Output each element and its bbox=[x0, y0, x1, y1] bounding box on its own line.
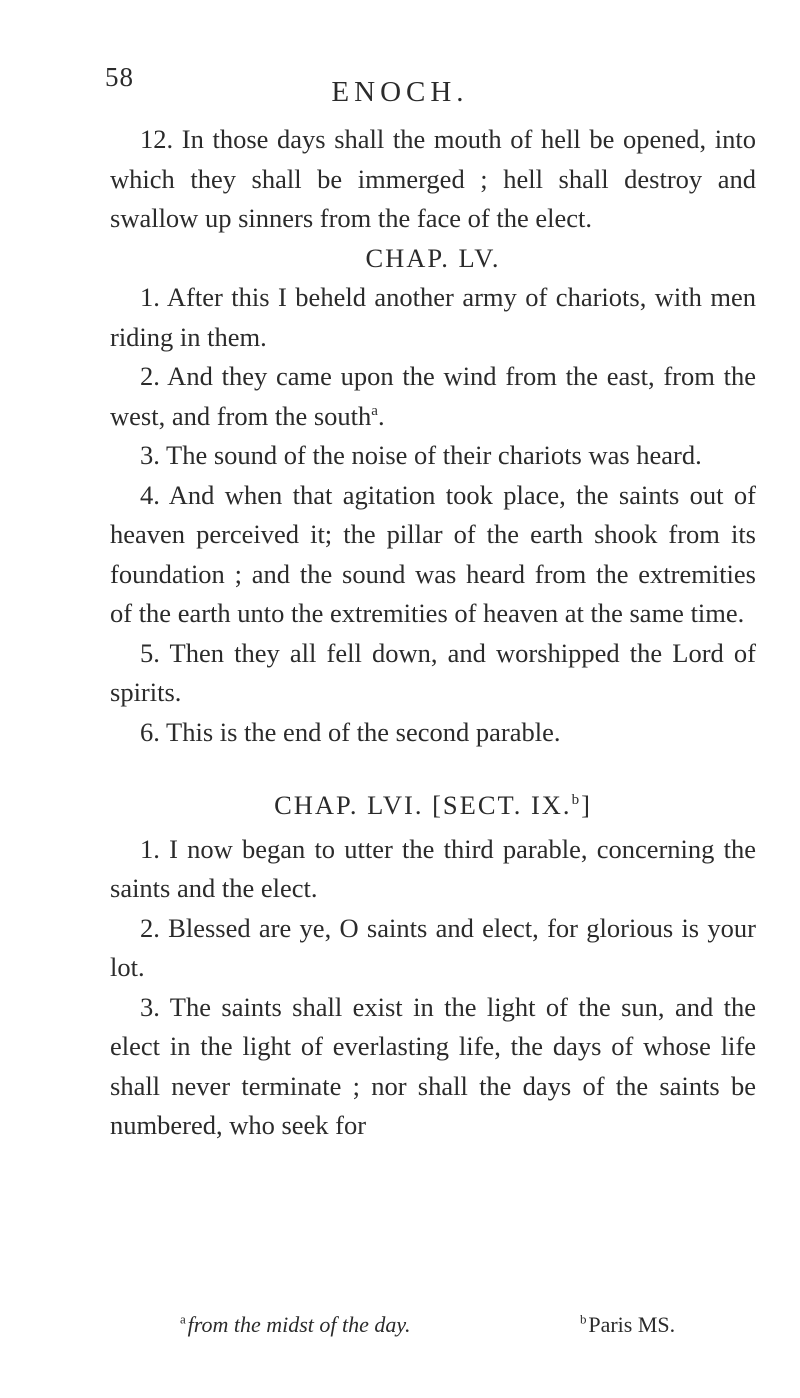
footnote-ref-a: a bbox=[371, 402, 378, 419]
verse-55-2-end: . bbox=[377, 400, 385, 431]
chapter-heading-56-text: CHAP. LVI. [SECT. IX. bbox=[274, 790, 572, 820]
footnote-a bbox=[180, 1312, 410, 1338]
running-title: ENOCH. bbox=[331, 76, 469, 108]
footnotes bbox=[180, 1312, 760, 1342]
page-number: 58 bbox=[105, 62, 134, 92]
verse-55-2 bbox=[110, 357, 756, 436]
footnote-b-mark: b bbox=[580, 1311, 587, 1327]
verse-56-1: 1. I now began to utter the third parable, concerning the saints and the elect. bbox=[110, 833, 756, 903]
verse-56-2: 2. Blessed are ye, O saints and elect, for glorious is your lot. bbox=[110, 912, 756, 982]
chapter-heading-55: CHAP. LV. bbox=[365, 242, 501, 273]
body-text bbox=[110, 120, 756, 1146]
verse-55-3: 3. The sound of the noise of their chariots was heard. bbox=[140, 440, 702, 470]
footnote-b-text: Paris MS. bbox=[588, 1312, 676, 1337]
verse-55-4: 4. And when that agitation took place, the saints out of heaven perceived it; the pillar of the earth shook from its foundation ; and the sound was heard from the extremities of the earth unto the extremities of heaven at the same time. bbox=[110, 479, 756, 628]
verse-55-2-text: 2. And they came upon the wind from the east, from the west, and from the south bbox=[110, 361, 756, 431]
footnote-b bbox=[580, 1312, 675, 1338]
footnote-a-mark: a bbox=[180, 1311, 186, 1327]
verse-55-5: 5. Then they all fell down, and worshipped the Lord of spirits. bbox=[110, 637, 756, 707]
verse-55-6: 6. This is the end of the second parable. bbox=[140, 716, 561, 747]
verse-54-12: 12. In those days shall the mouth of hell be opened, into which they shall be immerged ; hell shall destroy and swallow up sinners from the face of the elect. bbox=[110, 124, 756, 233]
running-head bbox=[0, 62, 800, 108]
footnote-a-text: from the midst of the day. bbox=[187, 1312, 411, 1337]
chapter-heading-56 bbox=[110, 786, 756, 826]
footnote-ref-b: b bbox=[571, 792, 582, 809]
chapter-heading-56-end: ] bbox=[581, 790, 592, 820]
verse-56-3: 3. The saints shall exist in the light of the sun, and the elect in the light of everlasting life, the days of whose life shall never terminate ; nor shall the days of the saints be numbered, who seek for bbox=[110, 991, 756, 1140]
verse-55-1: 1. After this I beheld another army of chariots, with men riding in them. bbox=[110, 282, 756, 352]
